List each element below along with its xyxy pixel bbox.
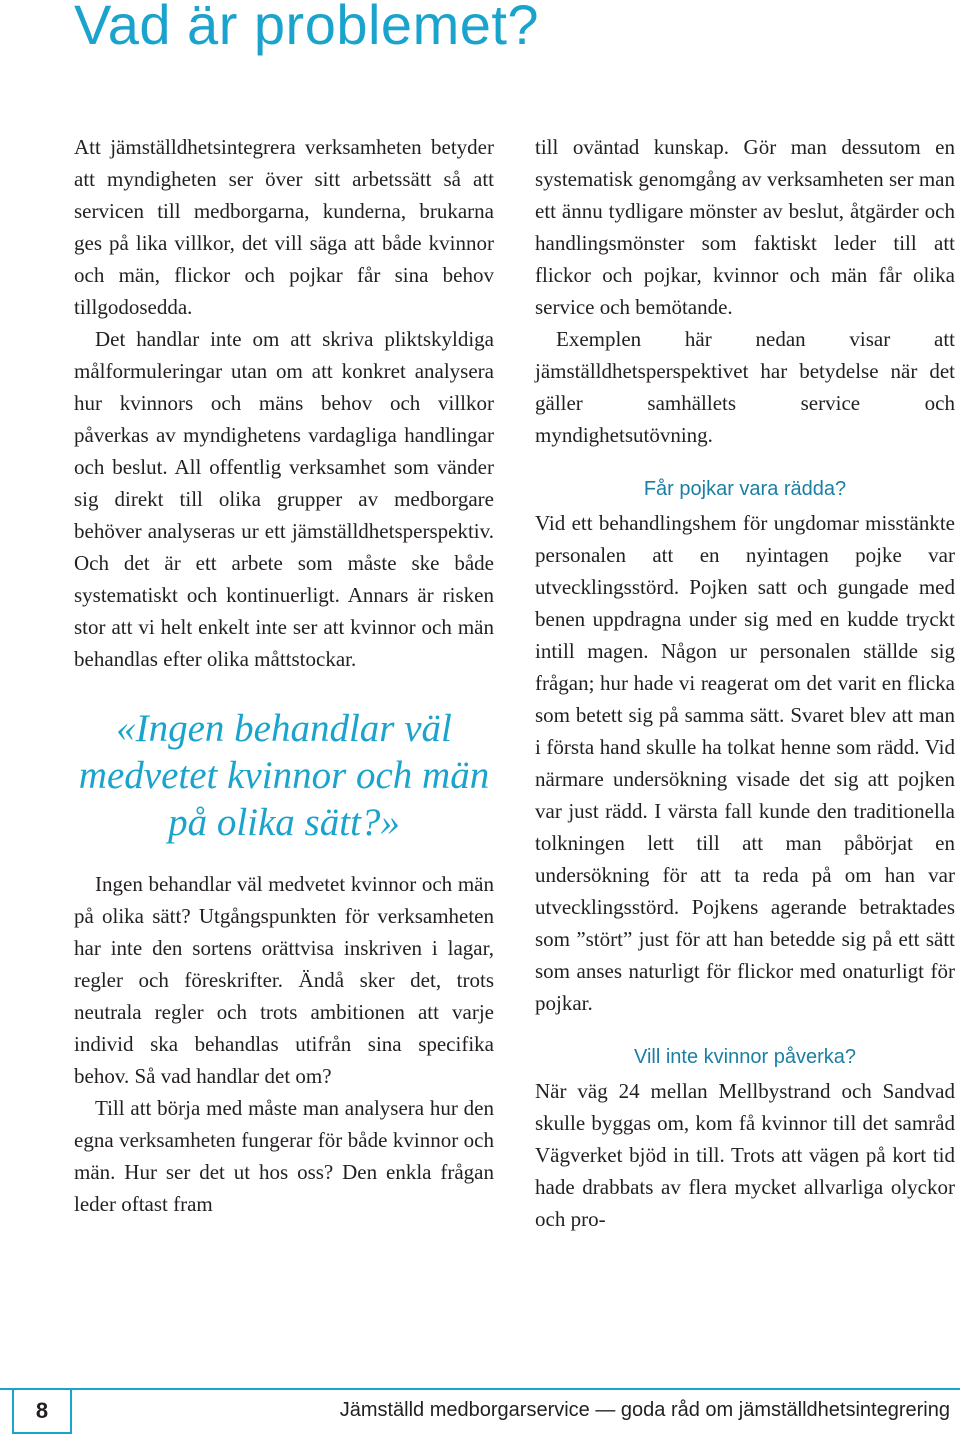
page-title: Vad är problemet?	[74, 0, 540, 56]
paragraph: Ingen behandlar väl medvetet kvinnor och män på olika sätt? Utgångspunkten för verksamheten har inte den sortens orättvisa inskriven i lagar, regler och föreskrifter. Ändå sker det, trots neutrala regler och trots ambitionen att varje individ ska behandlas utifrån sina specifika behov. Så vad handlar det om?	[74, 872, 494, 1088]
paragraph: till oväntad kunskap. Gör man dessutom en systematisk genomgång av verksamheten ser man ett ännu tydligare mönster av beslut, åtgärder och handlingsmönster som faktiskt leder till att flickor och pojkar, kvinnor och män får olika service och bemötande.	[535, 135, 955, 319]
footer-title: Jämställd medborgarservice — goda råd om jämställdhetsintegrering	[339, 1399, 950, 1421]
paragraph: Exemplen här nedan visar att jämställdhetsperspektivet har betydelse när det gäller samhällets service och myndighetsutövning.	[535, 327, 955, 447]
paragraph: Det handlar inte om att skriva pliktskyldiga målformuleringar utan om att konkret analysera hur kvinnors och mäns behov och villkor påverkas av myndighetens vardagliga handlingar och beslut. All offentlig verksamhet som vänder sig direkt till olika grupper av medborgare behöver analyseras ur ett jämställdhetsperspektiv. Och det är ett arbete som måste ske både systematiskt och kontinuerligt. Annars är risken stor att vi helt enkelt inte ser att kvinnor och män behandlas efter olika måttstockar.	[74, 327, 494, 671]
paragraph: Till att börja med måste man analysera hur den egna verksamheten fungerar för både kvinnor och män. Hur ser det ut hos oss? Den enkla frågan leder oftast fram	[74, 1096, 494, 1216]
paragraph: Att jämställdhetsintegrera verksamheten betyder att myndigheten ser över sitt arbetssätt så att servicen till medborgarna, kunderna, brukarna ges på lika villkor, det vill säga att både kvinnor och män, flickor och pojkar får sina behov tillgodosedda.	[74, 135, 494, 319]
paragraph: Vid ett behandlingshem för ungdomar misstänkte personalen att en nyintagen pojke var utvecklingsstörd. Pojken satt och gungade med benen uppdragna under sig med en kudde tryckt intill magen. Någon ur personalen ställde sig frågan; hur hade vi reagerat om det varit en flicka som betett sig på samma sätt. Svaret blev att man i första hand skulle ha tolkat henne som rädd. Vid närmare undersökning visade det sig att pojken var just rädd. I värsta fall kunde den traditionella tolkningen lett till att man påbörjat en undersökning för att ta reda på om han var utvecklingsstörd. Pojkens agerande betraktades som ”stört” just för att han betedde sig på ett sätt som anses naturligt för flickor med onaturligt för pojkar.	[535, 511, 955, 1015]
paragraph: När väg 24 mellan Mellbystrand och Sandvad skulle byggas om, kom få kvinnor till det samråd Vägverket bjöd in till. Trots att vägen på kort tid hade drabbats av flera mycket allvarliga olyckor och pro-	[535, 1079, 955, 1231]
pull-quote: «Ingen behandlar väl medvetet kvinnor och män på olika sätt?»	[78, 707, 490, 844]
right-column	[535, 131, 955, 1235]
page-number: 8	[12, 1388, 72, 1434]
section-heading: Får pojkar vara rädda?	[643, 478, 847, 500]
section-heading: Vill inte kvinnor påverka?	[634, 1046, 856, 1068]
left-column	[74, 131, 494, 1220]
footer-divider	[0, 1388, 960, 1390]
